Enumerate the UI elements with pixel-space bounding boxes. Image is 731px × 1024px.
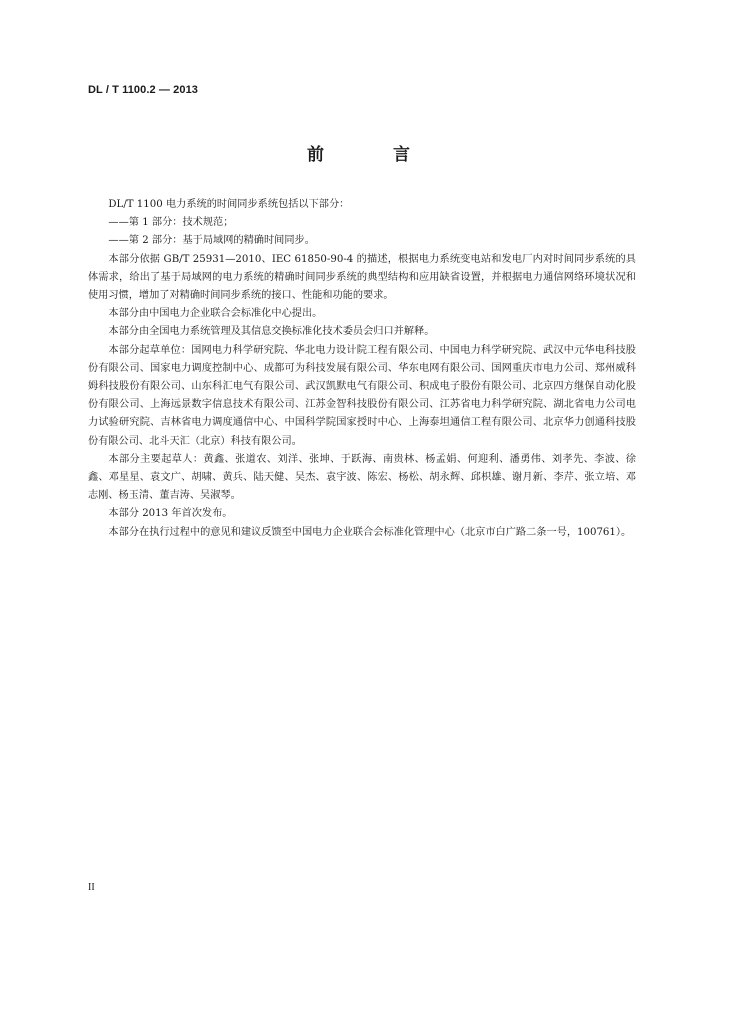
paragraph-drafting-units: 本部分起草单位：国网电力科学研究院、华北电力设计院工程有限公司、中国电力科学研究院、武汉中元华电科技股份有限公司、国家电力调度控制中心、成都可为科技发展有限公司、华东电网有限公司、国网重庆市电力公司、郑州威科姆科技股份有限公司、山东科汇电气有限公司、武汉凯默电气有限公司、积成电子股份有限公司、北京四方继保自动化股份有限公司、上海远景数字信息技术有限公司、江苏金智科技股份有限公司、江苏省电力科学研究院、湖北省电力公司电力试验研究院、吉林省电力调度通信中心、中国科学院国家授时中心、上海泰坦通信工程有限公司、北京华力创通科技股份有限公司、北斗天汇（北京）科技有限公司。 xyxy=(88,344,636,447)
paragraph-administrator: 本部分由全国电力系统管理及其信息交换标准化技术委员会归口并解释。 xyxy=(108,326,435,338)
list-item-part-1: ——第 1 部分：技术规范； xyxy=(108,217,234,229)
paragraph-intro: DL/T 1100 电力系统的时间同步系统包括以下部分： xyxy=(108,199,350,210)
paragraph-first-release: 本部分 2013 年首次发布。 xyxy=(108,508,233,520)
paragraph-feedback: 本部分在执行过程中的意见和建议反馈至中国电力企业联合会标准化管理中心（北京市白广路二条一号，100761）。 xyxy=(108,526,632,538)
list-item-part-2: ——第 2 部分：基于局域网的精确时间同步。 xyxy=(108,235,315,247)
page-title: 前 言 xyxy=(307,145,436,165)
paragraph-drafters: 本部分主要起草人：黄鑫、张道农、刘洋、张坤、于跃海、南贵林、杨孟娟、何迎利、潘勇伟、刘孝先、李波、徐鑫、邓星星、袁文广、胡啸、黄兵、陆天健、吴杰、袁宇波、陈宏、杨松、胡永辉、邱枳雄、谢月新、李芹、张立培、邓志刚、杨玉清、董吉涛、吴淑琴。 xyxy=(88,453,636,502)
document-code: DL / T 1100.2 — 2013 xyxy=(88,84,199,96)
page-number: II xyxy=(88,882,95,893)
foreword-body xyxy=(88,196,636,542)
paragraph-proposer: 本部分由中国电力企业联合会标准化中心提出。 xyxy=(108,308,323,320)
paragraph-basis: 本部分依据 GB/T 25931—2010、IEC 61850-90-4 的描述，根据电力系统变电站和发电厂内对时间同步系统的具体需求，给出了基于局域网的电力系统的精确时间同步系统的典型结构和应用缺省设置，并根据电力通信网络环境状况和使用习惯，增加了对精确时间同步系统的接口、性能和功能的要求。 xyxy=(88,253,636,302)
